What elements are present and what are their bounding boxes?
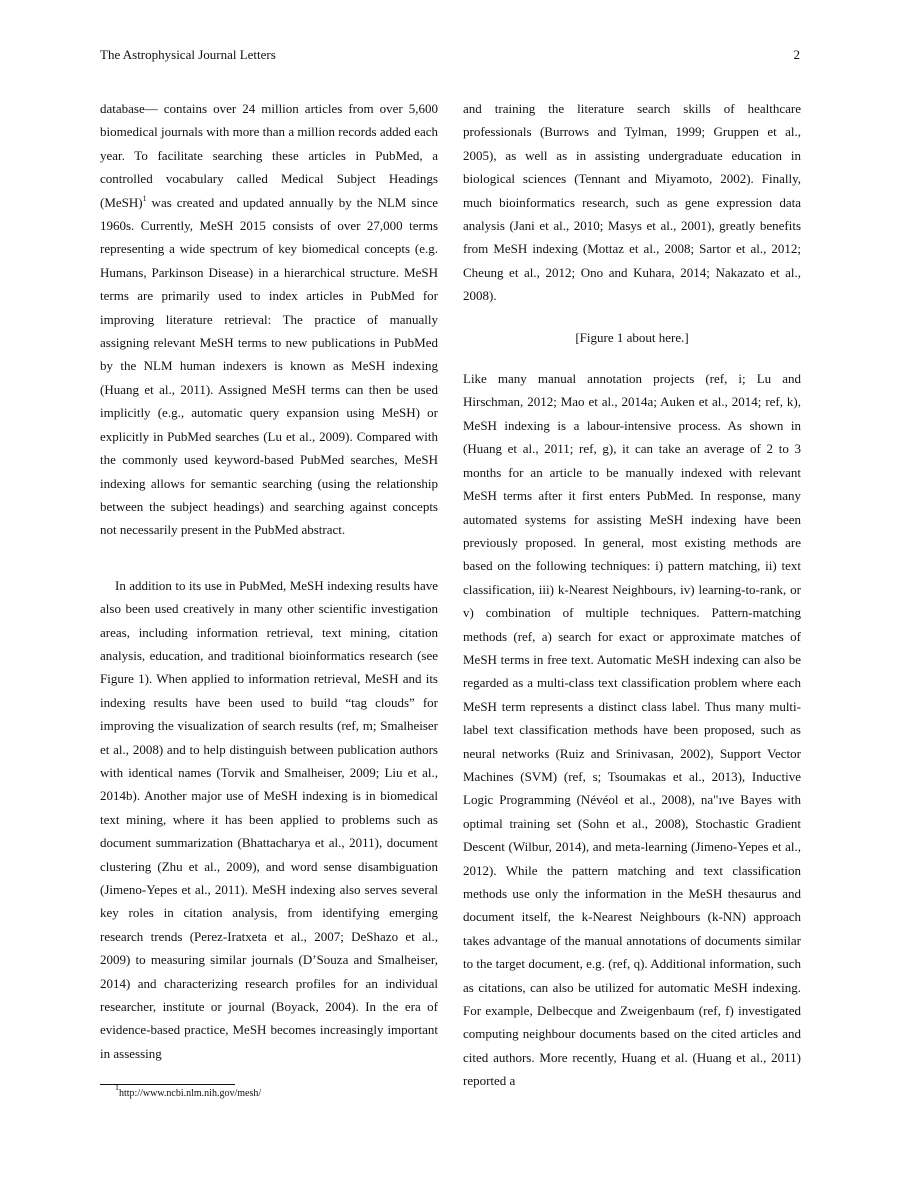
paragraph — [100, 97, 438, 542]
footnote-link[interactable]: http://www.ncbi.nlm.nih.gov/mesh/ — [119, 1088, 262, 1099]
left-column — [100, 97, 438, 1065]
journal-title: The Astrophysical Journal Letters — [100, 47, 276, 62]
paragraph: In addition to its use in PubMed, MeSH indexing results have also been used creatively in many other scientific investigation areas, including information retrieval, text mining, citation analysis, education, and traditional bioinformatics research (see Figure 1). When applied to information retrieval, MeSH and its indexing results have been used to build “tag clouds” for improving the visualization of search results (ref, m; Smalheiser et al., 2008) and to help distinguish between publication authors with identical names (Torvik and Smalheiser, 2009; Liu et al., 2014b). Another major use of MeSH indexing is in biomedical text mining, where it has been applied to problems such as document summarization (Bhattacharya et al., 2011), document clustering (Zhu et al., 2009), and word sense disambiguation (Jimeno-Yepes et al., 2011). MeSH indexing also serves several key roles in citation analysis, from identifying emerging research trends (Perez-Iratxeta et al., 2007; DeShazo et al., 2009) to measuring similar journals (D’Souza and Smalheiser, 2014) and characterizing research profiles for an individual researcher, institute or journal (Boyack, 2004). In the era of evidence-based practice, MeSH becomes increasingly important in assessing — [100, 577, 438, 1061]
paragraph-text: database— contains over 24 million articles from over 5,600 biomedical journals with more than a million records added each year. To facilitate searching these articles in PubMed, a controlled vocabulary called Medical Subject Headings (MeSH) — [100, 101, 438, 210]
running-header — [100, 47, 800, 63]
figure-placeholder: [Figure 1 about here.] — [575, 329, 689, 345]
footnote — [100, 1083, 262, 1099]
page-number: 2 — [793, 47, 800, 62]
paragraph: Like many manual annotation projects (ref, i; Lu and Hirschman, 2012; Mao et al., 2014a; Auken et al., 2014; ref, k), MeSH indexing is a labour-intensive process. As shown in (Huang et al., 2011; ref, g), it can take an average of 2 to 3 months for an article to be manually indexed with relevant MeSH terms after it first enters PubMed. In response, many automated systems for assisting MeSH indexing have been previously proposed. In general, most existing methods are based on the following techniques: i) pattern matching, ii) text classification, iii) k-Nearest Neighbours, iv) learning-to-rank, or v) combination of multiple techniques. Pattern-matching methods (ref, a) search for exact or approximate matches of MeSH terms in free text. Automatic MeSH indexing can also be regarded as a multi-class text classification problem where each MeSH term represents a distinct class label. Thus many multi-label text classification methods have been proposed, such as neural networks (Ruiz and Srinivasan, 2002), Support Vector Machines (SVM) (ref, s; Tsoumakas et al., 2013), Inductive Logic Programming (Névéol et al., 2008), na"ıve Bayes with optimal training set (Sohn et al., 2008), Stochastic Gradient Descent (Wilbur, 2014), and meta-learning (Jimeno-Yepes et al., 2012). While the pattern matching and text classification methods use only the information in the MeSH thesaurus and document itself, the k-Nearest Neighbours (k-NN) approach takes advantage of the manual annotations of documents similar to the target document, e.g. (ref, q). Additional information, such as citations, can also be utilized for automatic MeSH indexing. For example, Delbecque and Zweigenbaum (ref, f) investigated computing neighbour documents based on the cited articles and cited authors. More recently, Huang et al. (Huang et al., 2011) reported a — [463, 371, 801, 1089]
footnote-marker: 1 — [142, 193, 147, 203]
footnote-rule — [100, 1084, 235, 1085]
paragraph-text-continued: was created and updated annually by the NLM since 1960s. Currently, MeSH 2015 consists of over 27,000 terms representing a wide spectrum of key biomedical concepts (e.g. Humans, Parkinson Disease) in a hierarchical structure. MeSH terms are primarily used to index articles in PubMed for improving literature retrieval: The practice of manually assigning relevant MeSH terms to new publications in PubMed by the NLM human indexers is known as MeSH indexing (Huang et al., 2011). Assigned MeSH terms can then be used implicitly (e.g., automatic query expansion using MeSH) or explicitly in PubMed searches (Lu et al., 2009). Compared with the commonly used keyword-based PubMed searches, MeSH indexing allows for semantic searching (using the relationship between the subject headings) and searching against concepts not necessarily present in the PubMed abstract. — [100, 194, 438, 538]
right-column — [463, 97, 801, 1093]
footnote-number: 1 — [115, 1083, 119, 1092]
paragraph: and training the literature search skills of healthcare professionals (Burrows and Tylman, 1999; Gruppen et al., 2005), as well as in assisting undergraduate education in biological sciences (Tennant and Miyamoto, 2002). Finally, much bioinformatics research, such as gene expression data analysis (Jani et al., 2010; Masys et al., 2001), greatly benefits from MeSH indexing (Mottaz et al., 2008; Sartor et al., 2012; Cheung et al., 2012; Ono and Kuhara, 2014; Nakazato et al., 2008). — [463, 101, 801, 304]
